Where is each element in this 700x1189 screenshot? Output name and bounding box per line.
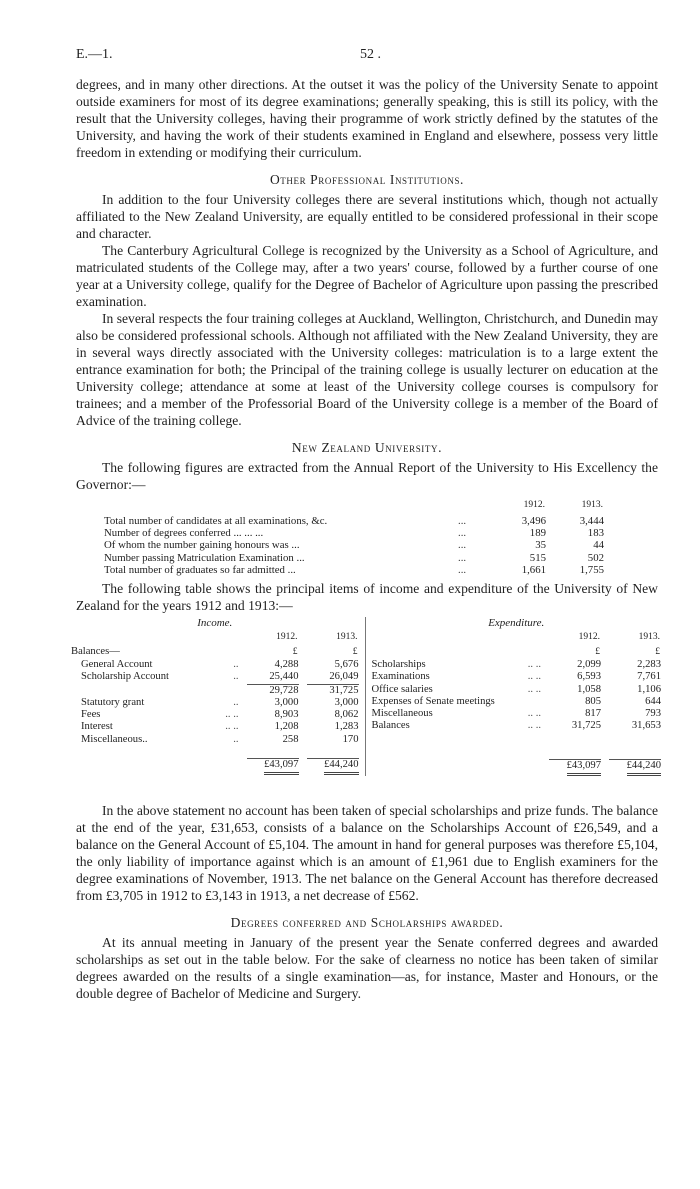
leader-dots: .. .. bbox=[225, 721, 239, 733]
expenditure-title: Expenditure. bbox=[488, 617, 545, 630]
paragraph: The following figures are extracted from the Annual Report of the University to His Excellency the Governor:— bbox=[76, 460, 658, 492]
total-1912: £43,097 bbox=[264, 759, 298, 775]
expenditure-table bbox=[372, 630, 661, 776]
leader-dots: .. .. bbox=[225, 709, 239, 721]
section-heading-nz-university: New Zealand University. bbox=[291, 440, 443, 455]
intro-paragraph: degrees, and in many other directions. At the outset it was the policy of the University Senate to appoint outside examiners for most of its degree examinations; generally speaking, this is still its policy, with the result that the University colleges, having their programme of work strictly defined by the statutes of the University, and having the work of their students examined in England and elsewhere, possess very little freedom in extending or modifying their curriculum. bbox=[76, 77, 658, 160]
income-table bbox=[71, 630, 359, 775]
unit-symbol: £ bbox=[595, 646, 600, 657]
document-reference: E.—1. bbox=[76, 47, 113, 62]
value-1913: 1,283 bbox=[334, 721, 359, 733]
table-row bbox=[372, 684, 661, 696]
value-1912: 1,208 bbox=[274, 721, 299, 733]
table-row bbox=[104, 564, 604, 576]
expenditure-column bbox=[366, 617, 661, 776]
row-label: Balances bbox=[371, 720, 410, 732]
leader-dots: ... bbox=[458, 563, 467, 576]
row-label: Scholarships bbox=[371, 658, 426, 670]
total-row bbox=[71, 759, 359, 775]
leader-dots: .. .. bbox=[527, 683, 541, 695]
paragraph: At its annual meeting in January of the present year the Senate conferred degrees and awarded scholarships as set out in the table below. For the sake of clearness no notice has been taken of similar degrees awarded on the results of a single examination—as, for instance, Master and Honours, or the double degree of Bachelor of Medicine and Surgery. bbox=[76, 934, 658, 1001]
value-1913: 31,653 bbox=[631, 720, 661, 732]
value-1913: 2,283 bbox=[637, 658, 661, 670]
value-1912: 2,099 bbox=[577, 658, 601, 670]
row-label: Of whom the number gaining honours was ... bbox=[104, 539, 300, 552]
value-1913: 644 bbox=[645, 695, 661, 707]
value-1912: 805 bbox=[585, 695, 601, 707]
table-row bbox=[104, 515, 604, 527]
row-label: Total number of candidates at all examinations, &c. bbox=[104, 515, 328, 527]
unit-symbol: £ bbox=[292, 646, 298, 657]
table-row bbox=[372, 696, 661, 708]
section-heading-degrees: Degrees conferred and Scholarships awarded. bbox=[230, 914, 504, 930]
table-row bbox=[71, 721, 359, 733]
table-row bbox=[71, 671, 359, 683]
value-1912: 35 bbox=[535, 539, 546, 552]
value-1912: 817 bbox=[585, 708, 601, 720]
value-1912: 1,661 bbox=[521, 563, 546, 576]
value-1912: 1,058 bbox=[577, 683, 601, 695]
table-row bbox=[104, 527, 604, 539]
expenditure-col-1912: 1912. bbox=[578, 632, 600, 643]
leader-dots: .. .. bbox=[527, 671, 541, 683]
row-label: Number of degrees conferred ... ... ... bbox=[104, 527, 264, 540]
table-row bbox=[71, 734, 359, 746]
table-row bbox=[104, 539, 604, 551]
row-label: Expenses of Senate meetings bbox=[371, 695, 495, 707]
value-1913: 3,444 bbox=[579, 515, 604, 527]
table-row bbox=[71, 659, 359, 671]
income-column bbox=[71, 617, 366, 776]
value-1913: 793 bbox=[645, 708, 661, 720]
page-number: 52 . bbox=[360, 47, 381, 62]
page-content bbox=[71, 76, 661, 1002]
table-row bbox=[71, 697, 359, 709]
leader-dots: .. bbox=[233, 658, 239, 670]
leader-dots: ... bbox=[458, 551, 467, 564]
paragraph: The following table shows the principal items of income and expenditure of the University of New Zealand for the years 1912 and 1913:— bbox=[76, 581, 658, 614]
value-1913: 183 bbox=[587, 527, 604, 540]
total-1913: £44,240 bbox=[627, 760, 661, 776]
income-col-1912: 1912. bbox=[276, 632, 298, 643]
leader-dots: .. .. bbox=[527, 658, 541, 670]
value-1912: 6,593 bbox=[577, 671, 601, 683]
figures-col-1913: 1913. bbox=[581, 500, 603, 510]
leader-dots: ... bbox=[458, 539, 467, 552]
row-label: Interest bbox=[81, 721, 113, 733]
value-1912: 4,288 bbox=[274, 658, 299, 670]
page-header bbox=[76, 46, 658, 66]
leader-dots: .. bbox=[233, 671, 239, 683]
row-label: Miscellaneous bbox=[371, 708, 433, 720]
income-col-1913: 1913. bbox=[336, 632, 358, 643]
table-row bbox=[372, 720, 661, 732]
value-1913: 44 bbox=[593, 539, 604, 552]
paragraph: In several respects the four training colleges at Auckland, Wellington, Christchurch, and Dunedin may also be considered professional schools. Although not affiliated with the New Zealand University, they are in several ways directly associated with the University colleges: matriculation is to a large extent the entrance examination for both; the Principal of the training college is usually lecturer on education at the University college; attendance at some at least of the University college courses is compulsory for trainees; and a member of the Professorial Board of the University college is a member of the Board of Advice of the training college. bbox=[76, 311, 658, 428]
table-row bbox=[372, 659, 661, 671]
table-row bbox=[71, 709, 359, 721]
university-figures-table bbox=[104, 496, 604, 576]
value-1913: 1,755 bbox=[579, 563, 604, 576]
expenditure-col-1913: 1913. bbox=[638, 632, 660, 643]
value-1912: 3,000 bbox=[274, 696, 299, 708]
table-row bbox=[104, 552, 604, 564]
leader-dots: ... bbox=[458, 527, 467, 540]
leader-dots: .. bbox=[233, 696, 239, 708]
value-1913: 26,049 bbox=[329, 671, 359, 683]
row-label: General Account bbox=[81, 658, 153, 670]
figures-col-1912: 1912. bbox=[523, 500, 545, 510]
value-1913: 170 bbox=[342, 733, 359, 745]
total-1913: £44,240 bbox=[324, 759, 358, 775]
subtotal-row bbox=[71, 685, 359, 697]
table-row bbox=[372, 671, 661, 683]
unit-symbol: £ bbox=[352, 646, 358, 657]
table-row bbox=[372, 708, 661, 720]
value-1912: 8,903 bbox=[274, 709, 299, 721]
leader-dots bbox=[521, 696, 541, 708]
income-expenditure-statement bbox=[71, 617, 661, 776]
total-1912: £43,097 bbox=[567, 760, 601, 776]
row-label: Total number of graduates so far admitted ... bbox=[104, 563, 296, 576]
income-title: Income. bbox=[197, 617, 233, 630]
value-1912: 515 bbox=[529, 551, 546, 564]
paragraph: The Canterbury Agricultural College is recognized by the University as a School of Agriculture, and matriculated students of the College may, after a two years' course, followed by a further course of one year at a University college, qualify for the Degree of Bachelor of Agriculture upon passing the prescribed examination. bbox=[76, 243, 658, 309]
value-1913: 502 bbox=[587, 551, 604, 564]
value-1913: 8,062 bbox=[334, 709, 359, 721]
value-1912: 258 bbox=[282, 733, 299, 745]
row-label: Fees bbox=[81, 709, 101, 721]
total-row bbox=[372, 760, 661, 776]
balances-label: Balances— bbox=[71, 645, 120, 657]
leader-dots: .. bbox=[233, 733, 239, 745]
leader-dots: ... bbox=[458, 515, 467, 527]
value-1913: 7,761 bbox=[637, 671, 661, 683]
value-1912: 25,440 bbox=[269, 671, 299, 683]
value-1913: 5,676 bbox=[334, 658, 359, 670]
row-label: Number passing Matriculation Examination ... bbox=[104, 551, 305, 564]
row-label: Miscellaneous.. bbox=[81, 733, 148, 745]
row-label: Scholarship Account bbox=[81, 671, 169, 683]
value-1913: 3,000 bbox=[334, 696, 359, 708]
subtotal-1913: 31,725 bbox=[329, 684, 359, 696]
paragraph: In addition to the four University colleges there are several institutions which, though not actually affiliated to the New Zealand University, are equally entitled to be considered professional in their scope and character. bbox=[76, 192, 658, 241]
value-1912: 3,496 bbox=[521, 515, 546, 527]
value-1913: 1,106 bbox=[637, 683, 661, 695]
subtotal-1912: 29,728 bbox=[269, 684, 299, 696]
row-label: Examinations bbox=[371, 671, 430, 683]
leader-dots: .. .. bbox=[527, 708, 541, 720]
value-1912: 31,725 bbox=[571, 720, 601, 732]
row-label: Office salaries bbox=[371, 683, 433, 695]
leader-dots: .. .. bbox=[527, 720, 541, 732]
paragraph: In the above statement no account has been taken of special scholarships and prize funds. The balance at the end of the year, £31,653, consists of a balance on the Scholarships Account of £26,549, and a balance on the General Account of £5,104. The amount in hand for general purposes was therefore £5,104, the only liability of importance against which is an amount of £1,961 due to English examiners for the degree examinations of November, 1913. The net balance on the General Account has therefore decreased from £3,705 in 1912 to £3,143 in 1913, a net decrease of £562. bbox=[76, 802, 658, 903]
unit-symbol: £ bbox=[655, 646, 660, 657]
value-1912: 189 bbox=[529, 527, 546, 540]
row-label: Statutory grant bbox=[81, 696, 145, 708]
section-heading-other-institutions: Other Professional Institutions. bbox=[269, 172, 465, 187]
